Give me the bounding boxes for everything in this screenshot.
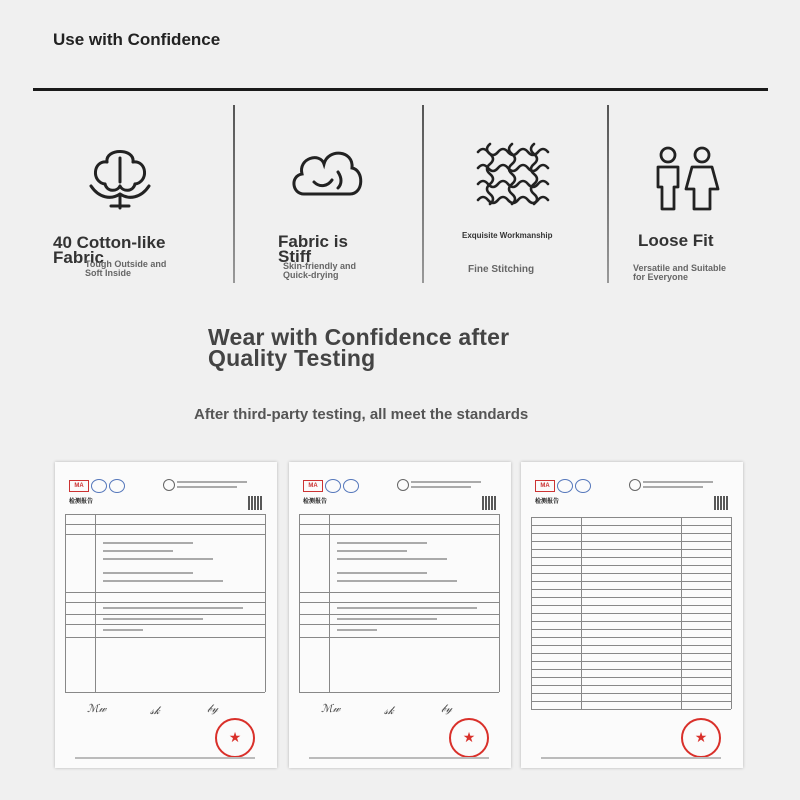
test-report-image bbox=[55, 462, 277, 768]
table-line bbox=[299, 692, 499, 693]
org-name bbox=[643, 481, 713, 483]
table-line bbox=[531, 701, 731, 702]
signature: 𝓈𝓀 bbox=[384, 704, 394, 717]
table-line bbox=[65, 692, 265, 693]
table-line bbox=[531, 621, 731, 622]
ilac-logo bbox=[557, 479, 573, 493]
header-title: Use with Confidence bbox=[53, 30, 221, 49]
report-text bbox=[337, 618, 437, 620]
org-name-en bbox=[411, 486, 471, 488]
table-line bbox=[531, 613, 731, 614]
footer-text bbox=[541, 757, 721, 759]
cnas-logo bbox=[575, 479, 591, 493]
report-title: 检测报告 bbox=[303, 499, 328, 505]
report-text bbox=[337, 558, 447, 560]
qr-code bbox=[714, 496, 728, 510]
table-line bbox=[531, 677, 731, 678]
table-line bbox=[531, 597, 731, 598]
cma-logo: MA bbox=[69, 480, 89, 492]
feature-row bbox=[0, 0, 800, 300]
report-text bbox=[337, 580, 457, 582]
qr-code bbox=[248, 496, 262, 510]
table-line bbox=[329, 514, 330, 692]
table-line bbox=[531, 669, 731, 670]
report-text bbox=[103, 618, 203, 620]
test-report-image bbox=[521, 462, 743, 768]
report-text bbox=[103, 558, 213, 560]
table-line bbox=[531, 661, 731, 662]
table-line bbox=[95, 514, 96, 692]
footer-text bbox=[75, 757, 255, 759]
feature-subtitle: Skin-friendly and Quick-drying bbox=[283, 261, 357, 280]
cnas-logo bbox=[109, 479, 125, 493]
table-line bbox=[731, 517, 732, 709]
org-name-en bbox=[177, 486, 237, 488]
table-line bbox=[531, 557, 731, 558]
feature-title: Loose Fit bbox=[638, 231, 714, 250]
footer-text bbox=[309, 757, 489, 759]
table-line bbox=[531, 541, 731, 542]
table-line bbox=[499, 514, 500, 692]
people-icon bbox=[650, 145, 722, 213]
report-text bbox=[103, 607, 243, 609]
signature: ℳ𝓌 bbox=[87, 702, 107, 715]
ilac-logo bbox=[325, 479, 341, 493]
subheadline: After third-party testing, all meet the standards bbox=[194, 406, 529, 423]
report-text bbox=[337, 572, 427, 574]
table-line bbox=[531, 517, 532, 709]
table-line bbox=[65, 514, 66, 692]
signature: 𝓈𝓀 bbox=[150, 704, 160, 717]
qr-code bbox=[482, 496, 496, 510]
lab-logo bbox=[397, 479, 409, 491]
table-line bbox=[531, 565, 731, 566]
signature: ℳ𝓌 bbox=[321, 702, 341, 715]
official-stamp bbox=[449, 718, 489, 758]
cma-logo: MA bbox=[535, 480, 555, 492]
report-text bbox=[103, 629, 143, 631]
table-line bbox=[531, 517, 731, 518]
feature-subtitle: Fine Stitching bbox=[468, 264, 535, 275]
table-line bbox=[531, 605, 731, 606]
table-line bbox=[581, 517, 582, 709]
table-line bbox=[531, 693, 731, 694]
table-line bbox=[299, 514, 300, 692]
headline: Wear with Confidence after Quality Testing bbox=[208, 324, 510, 371]
lab-logo bbox=[629, 479, 641, 491]
cotton-icon bbox=[85, 140, 155, 212]
report-text bbox=[337, 607, 477, 609]
feature-subtitle: Versatile and Suitable for Everyone bbox=[633, 263, 727, 282]
table-line bbox=[531, 685, 731, 686]
table-line bbox=[531, 629, 731, 630]
official-stamp bbox=[681, 718, 721, 758]
table-line bbox=[265, 514, 266, 692]
org-name bbox=[177, 481, 247, 483]
report-title: 检测报告 bbox=[535, 499, 560, 505]
cma-logo: MA bbox=[303, 480, 323, 492]
signature: 𝒷𝓎 bbox=[441, 702, 453, 715]
ilac-logo bbox=[91, 479, 107, 493]
feature-title: Exquisite Workmanship bbox=[462, 231, 553, 240]
table-line bbox=[531, 589, 731, 590]
cloud-icon bbox=[288, 142, 366, 204]
report-text bbox=[103, 550, 173, 552]
table-line bbox=[531, 709, 731, 710]
table-line bbox=[531, 573, 731, 574]
table-line bbox=[531, 653, 731, 654]
org-name-en bbox=[643, 486, 703, 488]
feature-title: 40 Cotton-like Fabric bbox=[53, 233, 166, 267]
report-text bbox=[103, 542, 193, 544]
table-line bbox=[531, 637, 731, 638]
table-line bbox=[531, 533, 731, 534]
signature: 𝒷𝓎 bbox=[207, 702, 219, 715]
feature-subtitle: Tough Outside and Soft Inside bbox=[85, 259, 167, 278]
table-line bbox=[531, 549, 731, 550]
cnas-logo bbox=[343, 479, 359, 493]
test-report-image bbox=[289, 462, 511, 768]
org-name bbox=[411, 481, 481, 483]
lab-logo bbox=[163, 479, 175, 491]
report-title: 检测报告 bbox=[69, 499, 94, 505]
table-line bbox=[531, 581, 731, 582]
feature-title: Fabric is Stiff bbox=[278, 232, 348, 266]
report-text bbox=[103, 580, 223, 582]
table-line bbox=[531, 525, 731, 526]
stitching-icon bbox=[472, 140, 552, 212]
official-stamp bbox=[215, 718, 255, 758]
table-line bbox=[681, 517, 682, 709]
report-text bbox=[337, 550, 407, 552]
report-text bbox=[337, 629, 377, 631]
table-line bbox=[531, 645, 731, 646]
report-text bbox=[337, 542, 427, 544]
report-text bbox=[103, 572, 193, 574]
